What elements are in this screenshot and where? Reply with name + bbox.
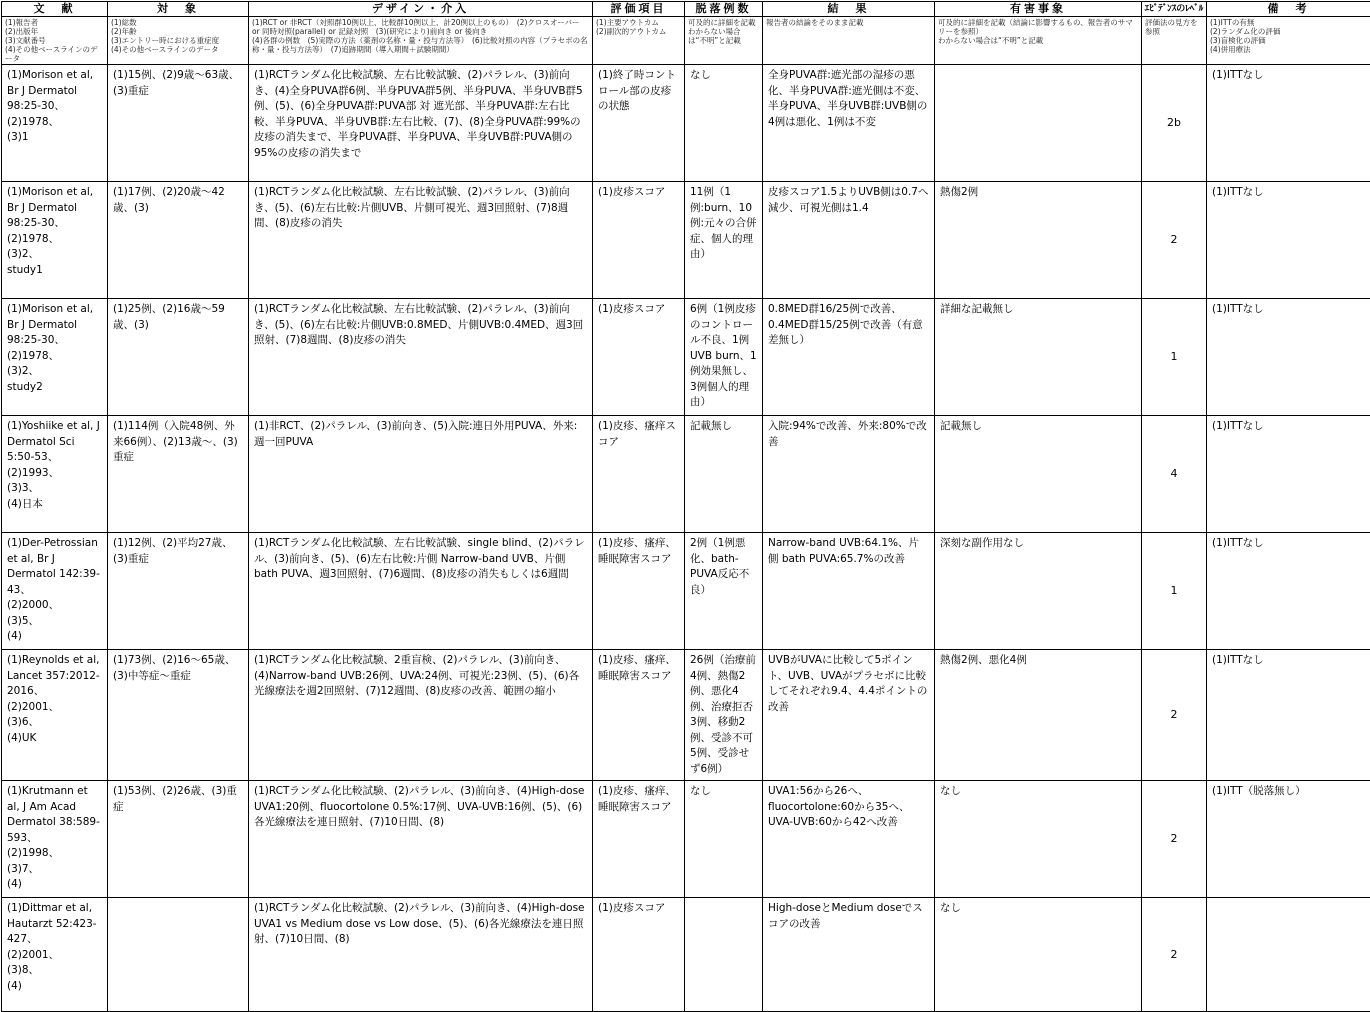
subjects-cell: (1)12例、(2)平均27歳、(3)重症 — [108, 533, 249, 650]
design-cell: (1)RCTランダム化比較試験、左右比較試験、(2)パラレル、(3)前向き、(5)、(6)左右比較:片側UVB:0.8MED、片側UVB:0.4MED、週3回照射、(7)8週間、(8)皮疹の消失 — [249, 299, 593, 416]
subjects-cell: (1)114例（入院48例、外来66例）、(2)13歳〜、(3)重症 — [108, 416, 249, 533]
level-cell: 2 — [1142, 650, 1207, 781]
notes-cell: (1)ITTなし — [1207, 65, 1370, 182]
evidence-table — [1, 1, 1370, 1012]
adverse-cell: なし — [935, 898, 1142, 1012]
outcome-cell: (1)皮疹、瘙痒スコア — [593, 416, 685, 533]
reference-cell: (1)Krutmann et al, J Am Acad Dermatol 38:589-593、 (2)1998、 (3)7、 (4) — [2, 781, 108, 898]
adverse-cell: 記載無し — [935, 416, 1142, 533]
outcome-cell: (1)皮疹、瘙痒、睡眠障害スコア — [593, 650, 685, 781]
header-level: ｴﾋﾞﾃﾞﾝｽのﾚﾍﾞﾙ — [1142, 2, 1207, 17]
design-cell: (1)RCTランダム化比較試験、(2)パラレル、(3)前向き、(4)High-dose UVA1 vs Medium dose vs Low dose、(5)、(6)各光線療法を連日照射、(7)10日間、(8) — [249, 898, 593, 1012]
adverse-cell: 熱傷2例 — [935, 182, 1142, 299]
design-cell: (1)RCTランダム化比較試験、左右比較試験、(2)パラレル、(3)前向き、(4)全身PUVA群6例、半身PUVA群5例、半身PUVA、半身UVB群5例、(5)、(6)全身PUVA群:PUVA部 対 遮光部、半身PUVA群:左右比較、半身PUVA、半身UVB群:左右比較、(7)、(8)全身PUVA群:99%の皮疹の消失まで、半身PUVA群、半身PUVA、半身UVB群:PUVA側の95%の皮疹の消失まで — [249, 65, 593, 182]
reference-cell: (1)Dittmar et al, Hautarzt 52:423-427、 (2)2001、 (3)8、 (4) — [2, 898, 108, 1012]
table-row — [2, 416, 1370, 533]
notes-cell — [1207, 898, 1370, 1012]
adverse-cell — [935, 65, 1142, 182]
adverse-cell: 深刻な副作用なし — [935, 533, 1142, 650]
level-cell: 4 — [1142, 416, 1207, 533]
table-row — [2, 650, 1370, 781]
result-cell: 全身PUVA群:遮光部の湿疹の悪化、半身PUVA群:遮光側は不変、半身PUVA、半身UVB群:UVB側の4例は悪化、1例は不変 — [763, 65, 935, 182]
table-row — [2, 299, 1370, 416]
reference-cell: (1)Yoshiike et al, J Dermatol Sci 5:50-53、 (2)1993、 (3)3、 (4)日本 — [2, 416, 108, 533]
subheader-dropout: 可及的に詳細を記載 わからない場合は“不明”と記載 — [685, 17, 763, 65]
reference-cell: (1)Reynolds et al, Lancet 357:2012-2016、 (2)2001、 (3)6、 (4)UK — [2, 650, 108, 781]
reference-cell: (1)Morison et al, Br J Dermatol 98:25-30、 (2)1978、 (3)1 — [2, 65, 108, 182]
result-cell: 0.8MED群16/25例で改善、0.4MED群15/25例で改善（有意差無し） — [763, 299, 935, 416]
dropout-cell — [685, 898, 763, 1012]
dropout-cell: 6例（1例皮疹のコントロール不良、1例UVB burn、1例効果無し、3例個人的理由） — [685, 299, 763, 416]
dropout-cell: なし — [685, 781, 763, 898]
notes-cell: (1)ITTなし — [1207, 650, 1370, 781]
level-cell: 2 — [1142, 898, 1207, 1012]
notes-cell: (1)ITTなし — [1207, 299, 1370, 416]
result-cell: 皮疹スコア1.5よりUVB側は0.7へ減少、可視光側は1.4 — [763, 182, 935, 299]
header-design: デザイン・介入 — [249, 2, 593, 17]
result-cell: 入院:94%で改善、外来:80%で改善 — [763, 416, 935, 533]
subheader-adverse: 可及的に詳細を記載（結論に影響するもの、報告者のサマリーを参照） わからない場合は“不明”と記載 — [935, 17, 1142, 65]
reference-cell: (1)Der-Petrossian et al, Br J Dermatol 142:39-43、 (2)2000、 (3)5、 (4) — [2, 533, 108, 650]
subjects-cell: (1)25例、(2)16歳〜59歳、(3) — [108, 299, 249, 416]
header-dropout: 脱落例数 — [685, 2, 763, 17]
outcome-cell: (1)皮疹、瘙痒、睡眠障害スコア — [593, 533, 685, 650]
reference-cell: (1)Morison et al, Br J Dermatol 98:25-30、 (2)1978、 (3)2、 study1 — [2, 182, 108, 299]
header-result: 結 果 — [763, 2, 935, 17]
header-outcome: 評価項目 — [593, 2, 685, 17]
outcome-cell: (1)皮疹スコア — [593, 299, 685, 416]
notes-cell: (1)ITTなし — [1207, 416, 1370, 533]
adverse-cell: 詳細な記載無し — [935, 299, 1142, 416]
level-cell: 1 — [1142, 533, 1207, 650]
subheader-reference: (1)報告者 (2)出版年 (3)文献番号 (4)その他ベースラインのデータ — [2, 17, 108, 65]
design-cell: (1)非RCT、(2)パラレル、(3)前向き、(5)入院:連日外用PUVA、外来:週一回PUVA — [249, 416, 593, 533]
subjects-cell — [108, 898, 249, 1012]
table-row — [2, 182, 1370, 299]
outcome-cell: (1)皮疹、瘙痒、睡眠障害スコア — [593, 781, 685, 898]
adverse-cell: 熱傷2例、悪化4例 — [935, 650, 1142, 781]
subheader-level: 評価法の見方を参照 — [1142, 17, 1207, 65]
design-cell: (1)RCTランダム化比較試験、左右比較試験、single blind、(2)パラレル、(3)前向き、(5)、(6)左右比較:片側 Narrow-band UVB、片側 bath PUVA、週3回照射、(7)6週間、(8)皮疹の消失もしくは6週間 — [249, 533, 593, 650]
notes-cell: (1)ITTなし — [1207, 182, 1370, 299]
subjects-cell: (1)17例、(2)20歳〜42歳、(3) — [108, 182, 249, 299]
subheader-row — [2, 17, 1370, 65]
dropout-cell: 記載無し — [685, 416, 763, 533]
result-cell: Narrow-band UVB:64.1%、片側 bath PUVA:65.7%の改善 — [763, 533, 935, 650]
design-cell: (1)RCTランダム化比較試験、(2)パラレル、(3)前向き、(4)High-dose UVA1:20例、fluocortolone 0.5%:17例、UVA-UVB:16例、(5)、(6)各光線療法を連日照射、(7)10日間、(8) — [249, 781, 593, 898]
subheader-result: 報告者の結論をそのまま記載 — [763, 17, 935, 65]
header-row — [2, 2, 1370, 17]
level-cell: 2 — [1142, 182, 1207, 299]
table-row — [2, 533, 1370, 650]
level-cell: 2b — [1142, 65, 1207, 182]
subjects-cell: (1)15例、(2)9歳〜63歳、(3)重症 — [108, 65, 249, 182]
table-row — [2, 898, 1370, 1012]
result-cell: UVA1:56から26へ、fluocortolone:60から35へ、UVA-UVB:60から42へ改善 — [763, 781, 935, 898]
outcome-cell: (1)終了時コントロール部の皮疹の状態 — [593, 65, 685, 182]
dropout-cell: 26例（治療前4例、熱傷2例、悪化4例、治療拒否3例、移動2例、受診不可5例、受診せず6例） — [685, 650, 763, 781]
reference-cell: (1)Morison et al, Br J Dermatol 98:25-30、 (2)1978、 (3)2、 study2 — [2, 299, 108, 416]
header-reference: 文 献 — [2, 2, 108, 17]
result-cell: UVBがUVAに比較して5ポイント、UVB、UVAがプラセボに比較してそれぞれ9.4、4.4ポイントの改善 — [763, 650, 935, 781]
result-cell: High-doseとMedium doseでスコアの改善 — [763, 898, 935, 1012]
subjects-cell: (1)73例、(2)16〜65歳、(3)中等症〜重症 — [108, 650, 249, 781]
level-cell: 2 — [1142, 781, 1207, 898]
dropout-cell: 11例（1例:burn、10例:元々の合併症、個人的理由） — [685, 182, 763, 299]
design-cell: (1)RCTランダム化比較試験、2重盲検、(2)パラレル、(3)前向き、(4)Narrow-band UVB:26例、UVA:24例、可視光:23例、(5)、(6)各光線療法を週2回照射、(7)12週間、(8)皮疹の改善、範囲の縮小 — [249, 650, 593, 781]
subheader-notes: (1)ITTの有無 (2)ランダム化の評価 (3)盲検化の評価 (4)併用療法 — [1207, 17, 1370, 65]
dropout-cell: なし — [685, 65, 763, 182]
outcome-cell: (1)皮疹スコア — [593, 898, 685, 1012]
notes-cell: (1)ITTなし — [1207, 533, 1370, 650]
adverse-cell: なし — [935, 781, 1142, 898]
level-cell: 1 — [1142, 299, 1207, 416]
header-adverse: 有害事象 — [935, 2, 1142, 17]
design-cell: (1)RCTランダム化比較試験、左右比較試験、(2)パラレル、(3)前向き、(5)、(6)左右比較:片側UVB、片側可視光、週3回照射、(7)8週間、(8)皮疹の消失 — [249, 182, 593, 299]
table-row — [2, 65, 1370, 182]
subheader-outcome: (1)主要アウトカム (2)副次的アウトカム — [593, 17, 685, 65]
header-subjects: 対 象 — [108, 2, 249, 17]
subheader-subjects: (1)総数 (2)年齢 (3)エントリー時における重症度 (4)その他ベースラインのデータ — [108, 17, 249, 65]
notes-cell: (1)ITT（脱落無し） — [1207, 781, 1370, 898]
outcome-cell: (1)皮疹スコア — [593, 182, 685, 299]
subheader-design: (1)RCT or 非RCT（対照群10例以上、比較群10例以上、計20例以上のもの） (2)クロスオーバー or 同時対照(parallel) or 記録対照 (3)(研究により)前向き or 後向き (4)各群の例数 (5)実際の方法（薬剤の名称・量・投与方法等） (6)比較対照の内容（プラセボの名称・量・投与方法等） (7)追跡期間（導入期間＋試験期間） — [249, 17, 593, 65]
subjects-cell: (1)53例、(2)26歳、(3)重症 — [108, 781, 249, 898]
table-row — [2, 781, 1370, 898]
dropout-cell: 2例（1例悪化、bath-PUVA反応不良） — [685, 533, 763, 650]
header-notes: 備 考 — [1207, 2, 1370, 17]
